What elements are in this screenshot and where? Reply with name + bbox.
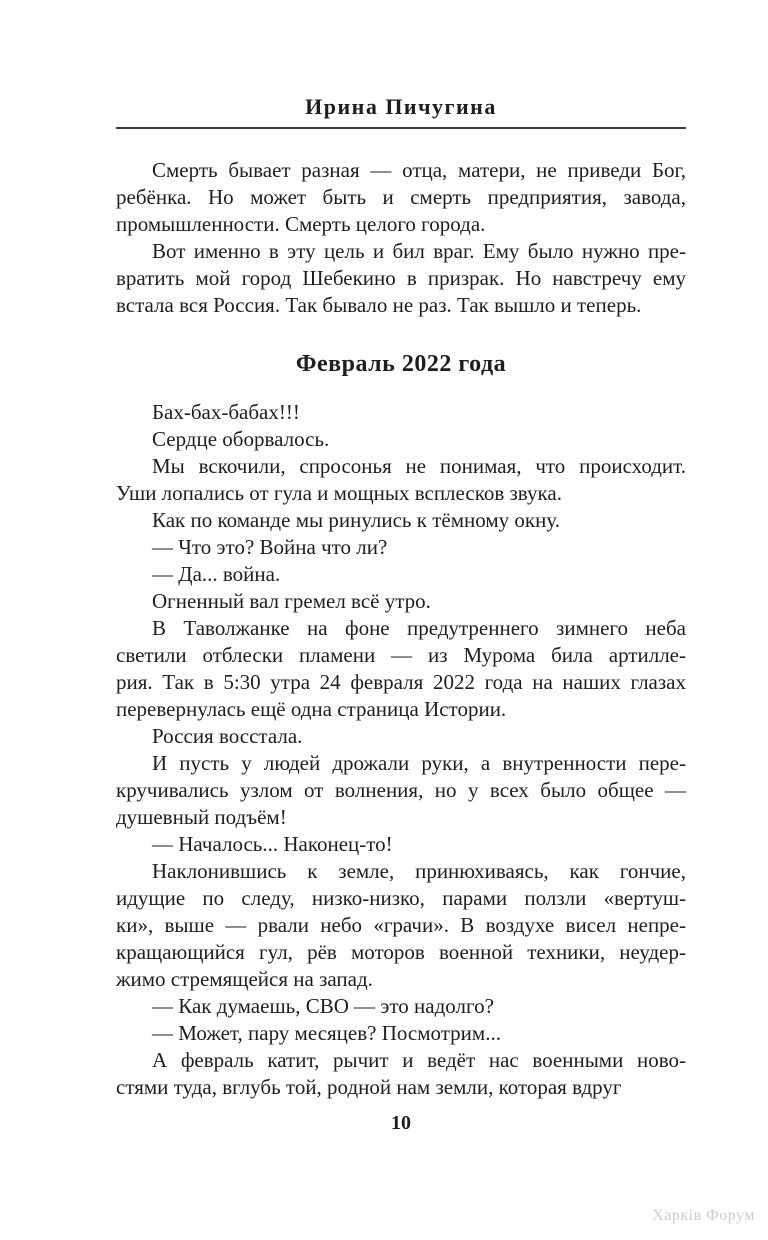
text-line: И пусть у людей дрожали руки, а внутренности пере-: [152, 751, 686, 775]
paragraph: [116, 858, 686, 993]
text-line: рия. Так в 5:30 утра 24 февраля 2022 года на наших глазах: [116, 670, 686, 694]
text-line: — Что это? Война что ли?: [152, 535, 388, 559]
page-number: 10: [391, 1112, 411, 1134]
text-line: — Может, пару месяцев? Посмотрим...: [152, 1021, 501, 1045]
text-line: вратить мой город Шебекино в призрак. Но навстречу ему: [116, 266, 686, 290]
text-line: кручивались узлом от волнения, но у всех было общее —: [116, 778, 686, 802]
paragraph: [116, 561, 686, 588]
paragraph: [116, 157, 686, 238]
text-line: Уши лопались от гула и мощных всплесков звука.: [116, 481, 562, 505]
text-line: Россия восстала.: [152, 724, 303, 748]
text-line: жимо стремящейся на запад.: [116, 967, 373, 991]
text-column: [116, 0, 686, 1135]
text-line: — Как думаешь, СВО — это надолго?: [152, 994, 494, 1018]
text-line: Вот именно в эту цель и бил враг. Ему было нужно пре-: [152, 239, 686, 263]
running-header: [116, 0, 686, 120]
text-line: В Таволжанке на фоне предутреннего зимнего неба: [152, 616, 686, 640]
watermark: Харків Форум: [652, 1207, 755, 1224]
text-line: ребёнка. Но может быть и смерть предприятия, завода,: [116, 185, 686, 209]
text-line: Огненный вал гремел всё утро.: [152, 589, 431, 613]
paragraph: [116, 615, 686, 723]
text-block-before: [116, 157, 686, 319]
section-heading: Февраль 2022 года: [295, 351, 507, 377]
paragraph: [116, 426, 686, 453]
paragraph: [116, 534, 686, 561]
text-line: промышленности. Смерть целого города.: [116, 212, 486, 236]
text-line: Как по команде мы ринулись к тёмному окну.: [152, 508, 560, 532]
paragraph: [116, 507, 686, 534]
text-line: Смерть бывает разная — отца, матери, не приведи Бог,: [152, 158, 686, 182]
text-line: идущие по следу, низко-низко, парами ползли «вертуш-: [116, 886, 686, 910]
text-line: светили отблески пламени — из Мурома била артилле-: [116, 643, 686, 667]
text-line: Наклонившись к земле, принюхиваясь, как гончие,: [152, 859, 686, 883]
header-rule: [116, 127, 686, 129]
text-line: А февраль катит, рычит и ведёт нас военными ново-: [152, 1048, 686, 1072]
paragraph: [116, 1047, 686, 1101]
text-line: Сердце оборвалось.: [152, 427, 330, 451]
text-line: перевернулась ещё одна страница Истории.: [116, 697, 507, 721]
paragraph: [116, 588, 686, 615]
text-line: кращающийся гул, рёв моторов военной техники, неудер-: [116, 940, 686, 964]
text-line: встала вся Россия. Так бывало не раз. Так вышло и теперь.: [116, 293, 642, 317]
paragraph: [116, 993, 686, 1020]
paragraph: [116, 1020, 686, 1047]
text-line: ки», выше — рвали небо «грачи». В воздухе висел непре-: [116, 913, 686, 937]
author-name: Ирина Пичугина: [305, 94, 497, 119]
paragraph: [116, 750, 686, 831]
text-line: Бах-бах-бабах!!!: [152, 400, 300, 424]
text-line: стями туда, вглубь той, родной нам земли, которая вдруг: [116, 1075, 622, 1099]
paragraph: [116, 723, 686, 750]
text-block-after: [116, 399, 686, 1101]
text-line: душевный подъём!: [116, 805, 287, 829]
paragraph: [116, 453, 686, 507]
text-line: Мы вскочили, спросонья не понимая, что происходит.: [152, 454, 686, 478]
paragraph: [116, 399, 686, 426]
text-line: — Да... война.: [152, 562, 281, 586]
paragraph: [116, 238, 686, 319]
paragraph: [116, 831, 686, 858]
text-line: — Началось... Наконец-то!: [152, 832, 393, 856]
